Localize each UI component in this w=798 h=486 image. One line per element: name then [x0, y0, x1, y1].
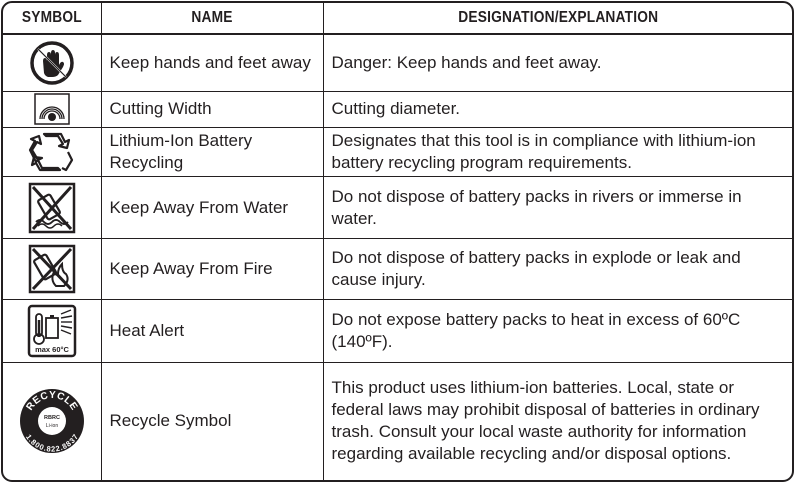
table-row: [3, 91, 792, 127]
table-row: [3, 128, 792, 177]
header-symbol: SYMBOL: [3, 3, 101, 34]
name-cell: Cutting Width: [101, 91, 323, 127]
symbol-cell: [3, 362, 101, 480]
symbol-cell: [3, 300, 101, 363]
table-row: [3, 239, 792, 300]
table-row: [3, 300, 792, 363]
designation-cell: Do not dispose of battery packs in explode or leak and cause injury.: [323, 239, 792, 300]
no-water-disposal-icon: [28, 182, 76, 234]
heat-alert-icon: [27, 304, 77, 358]
cutting-width-icon: [34, 93, 70, 125]
no-fire-disposal-icon: [28, 244, 76, 294]
symbol-cell: [3, 176, 101, 239]
seal-top-text: RECYCLE: [24, 390, 80, 414]
symbol-cell: [3, 34, 101, 91]
symbols-table: [3, 3, 792, 480]
header-designation: DESIGNATION/EXPLANATION: [323, 3, 792, 34]
symbol-cell: [3, 91, 101, 127]
heat-label-text: max 60°C: [34, 345, 69, 355]
name-cell: Keep hands and feet away: [101, 34, 323, 91]
table-row: [3, 34, 792, 91]
name-cell: Lithium-Ion Battery Recycling: [101, 128, 323, 177]
name-cell: Heat Alert: [101, 300, 323, 363]
designation-cell: Danger: Keep hands and feet away.: [323, 34, 792, 91]
table-row: [3, 362, 792, 480]
designation-cell: This product uses lithium-ion batteries. Local, state or federal laws may prohibit disposal of batteries in ordinary trash. Consult your local waste authority for information regarding available recycling and/or disposal options.: [323, 362, 792, 480]
header-name: NAME: [101, 3, 323, 34]
designation-cell: Designates that this tool is in compliance with lithium-ion battery recycling program requirements.: [323, 128, 792, 177]
table-row: [3, 176, 792, 239]
symbols-table-frame: [1, 1, 794, 482]
designation-cell: Cutting diameter.: [323, 91, 792, 127]
designation-cell: Do not dispose of battery packs in rivers or immerse in water.: [323, 176, 792, 239]
seal-middle-text: RBRC: [43, 415, 60, 422]
seal-bottom-text: 1.800.822.8837: [23, 433, 80, 455]
recycling-triangle-icon: [28, 130, 76, 174]
symbol-cell: [3, 239, 101, 300]
name-cell: Keep Away From Fire: [101, 239, 323, 300]
name-cell: Keep Away From Water: [101, 176, 323, 239]
symbol-cell: [3, 128, 101, 177]
rbrc-recycle-seal-icon: [19, 388, 85, 454]
header-row: [3, 3, 792, 34]
name-cell: Recycle Symbol: [101, 362, 323, 480]
keep-hands-away-icon: [30, 41, 74, 85]
designation-cell: Do not expose battery packs to heat in excess of 60ºC (140ºF).: [323, 300, 792, 363]
seal-chem-text: Li-ion: [45, 423, 58, 430]
